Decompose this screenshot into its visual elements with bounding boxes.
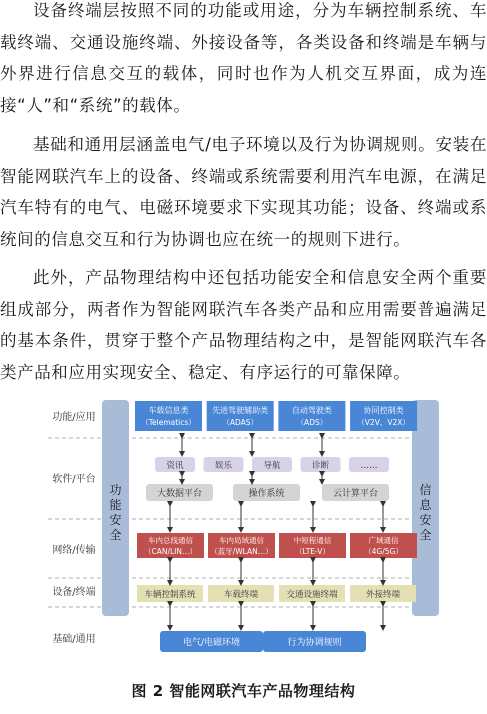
network-box-title: 车内局域通信: [219, 536, 264, 545]
software-item-label: 导航: [263, 461, 281, 471]
paragraph-2: 基础和通用层涵盖电气/电子环境以及行为协调规则。安装在智能网联汽车上的设备、终端或系统需要利用汽车电源，在满足汽车特有的电气、电磁环境要求下实现其功能；设备、终端或系统间的信息交互和行为协调也应在统一的规则下进行。: [0, 135, 487, 249]
platform-label: 云计算平台: [332, 489, 379, 499]
device-label: 车辆控制系统: [144, 590, 196, 600]
paragraph-3: 此外，产品物理结构中还包括功能安全和信息安全两个重要组成部分，两者作为智能网联汽车各类产品和应用需要普遍满足的基本条件，贯穿于整个产品物理结构之中，是智能网联汽车各类产品和应用实现安全、稳定、有序运行的可靠保障。: [0, 268, 487, 382]
device-label: 车载终端: [223, 590, 259, 600]
layer-label-network: 网络/传输: [52, 545, 96, 556]
software-item-label: 资讯: [166, 461, 184, 471]
app-box-title: 车载信息类: [148, 406, 189, 415]
network-box-subtitle: （LTE-V）: [295, 547, 330, 556]
app-box-subtitle: （ADS）: [296, 418, 328, 427]
platform-label: 大数据平台: [156, 489, 203, 499]
app-box-subtitle: （ADAS）: [222, 418, 259, 427]
software-item-label: 诊断: [311, 461, 330, 471]
app-box-title: 自动驾驶类: [291, 406, 332, 415]
network-box-title: 中短程通信: [293, 536, 332, 545]
network-box-subtitle: （蓝牙/WLAN…）: [210, 547, 273, 556]
layer-label-software: 软件/平台: [52, 474, 96, 485]
architecture-diagram: [0, 398, 487, 660]
information-security-label: 信息安全: [419, 483, 432, 542]
layer-label-device: 设备/终端: [52, 587, 96, 598]
figure-caption: 图 2 智能网联汽车产品物理结构: [131, 682, 356, 700]
functional-safety-label: 功能安全: [109, 483, 122, 542]
device-label: 外接终端: [365, 590, 401, 600]
device-label: 交通设施终端: [286, 590, 338, 600]
app-box-subtitle: （V2V、V2X）: [357, 418, 410, 427]
app-box-title: 协同控制类: [363, 406, 404, 415]
app-box-subtitle: （Telematics）: [141, 418, 196, 427]
network-box-subtitle: （CAN/LIN…）: [143, 547, 198, 556]
network-box-subtitle: （4G/5G）: [364, 547, 403, 556]
layer-label-function: 功能/应用: [52, 412, 96, 423]
network-box-title: 车内总线通信: [148, 536, 193, 545]
base-label: 行为协调规则: [287, 638, 342, 648]
base-label: 电气/电磁环境: [182, 638, 241, 648]
layer-label-base: 基础/通用: [52, 634, 96, 645]
software-item-label: 娱乐: [214, 461, 233, 471]
app-box-title: 先进驾驶辅助类: [212, 406, 269, 415]
software-item-label: ……: [360, 461, 378, 471]
network-box-title: 广域通信: [368, 536, 399, 545]
platform-label: 操作系统: [248, 489, 285, 499]
paragraph-1: 设备终端层按照不同的功能或用途，分为车辆控制系统、车载终端、交通设施终端、外接设备等，各类设备和终端是车辆与外界进行信息交互的载体，同时也作为人机交互界面，成为连接“人”和“系统”的载体。: [0, 1, 487, 115]
